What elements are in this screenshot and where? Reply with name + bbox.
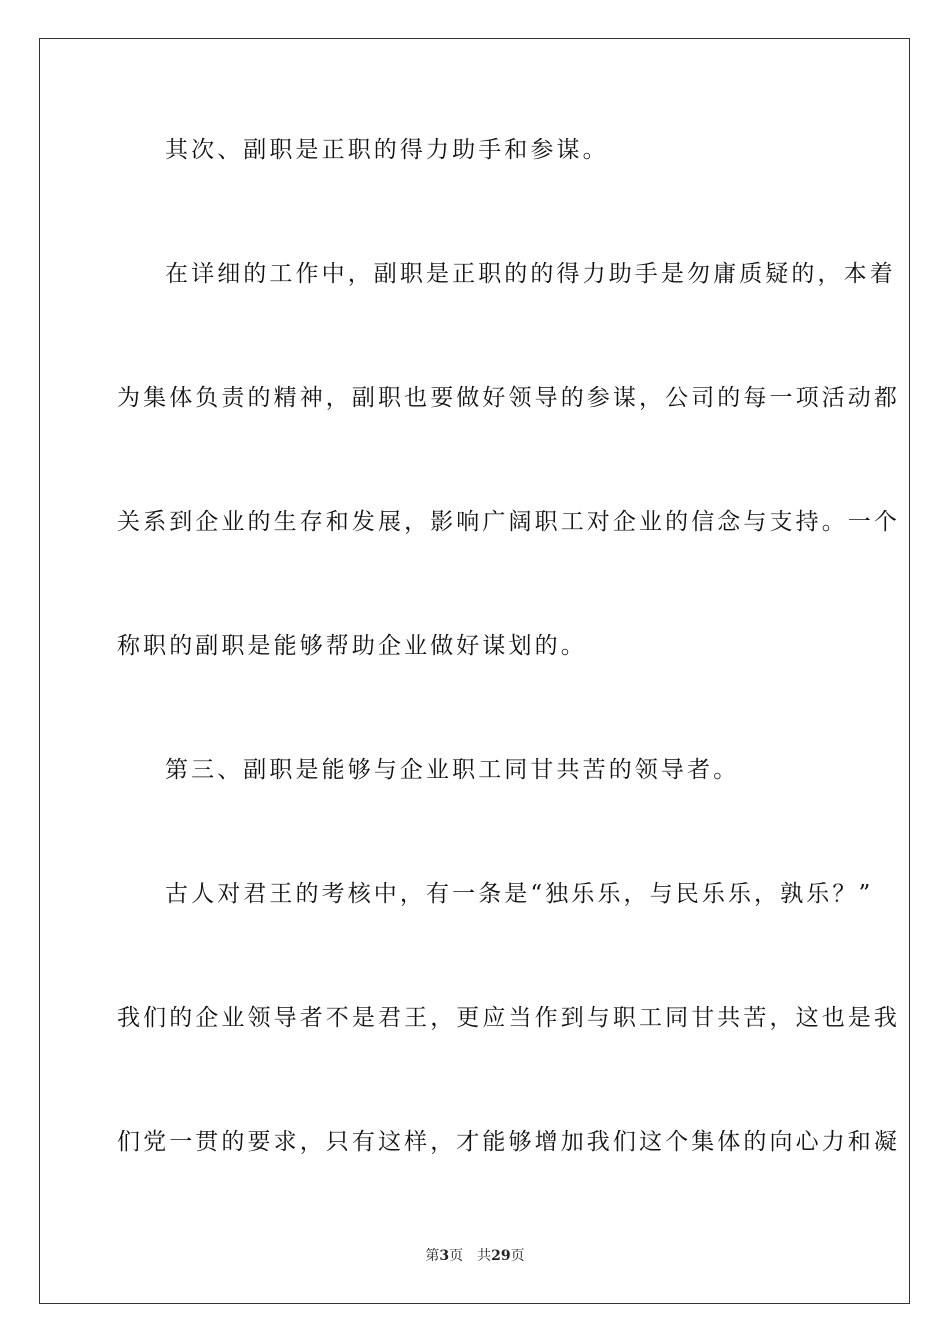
footer-mid: 页 共 <box>449 1248 492 1264</box>
paragraph-line: 其次、副职是正职的得力助手和参谋。 <box>165 137 609 163</box>
paragraph-line: 称职的副职是能够帮助企业做好谋划的。 <box>117 633 587 659</box>
paragraph-line: 我们的企业领导者不是君王，更应当作到与职工同甘共苦，这也是我 <box>117 1005 900 1031</box>
footer-suffix: 页 <box>510 1248 525 1264</box>
page-number-footer <box>0 1246 950 1266</box>
paragraph-line: 为集体负责的精神，副职也要做好领导的参谋，公司的每一项活动都 <box>117 385 900 411</box>
paragraph-line: 关系到企业的生存和发展，影响广阔职工对企业的信念与支持。一个 <box>117 509 900 535</box>
footer-current-page: 3 <box>439 1248 450 1264</box>
footer-total-pages: 29 <box>491 1248 511 1264</box>
paragraph-line: 第三、副职是能够与企业职工同甘共苦的领导者。 <box>165 757 740 783</box>
paragraph-line: 在详细的工作中，副职是正职的的得力助手是勿庸质疑的，本着 <box>165 261 896 287</box>
footer-prefix: 第 <box>425 1248 440 1264</box>
paragraph-line: 们党一贯的要求，只有这样，才能够增加我们这个集体的向心力和凝 <box>117 1129 900 1155</box>
page-frame <box>39 38 910 1304</box>
paragraph-line: 古人对君王的考核中，有一条是“独乐乐，与民乐乐，孰乐？” <box>165 881 874 907</box>
